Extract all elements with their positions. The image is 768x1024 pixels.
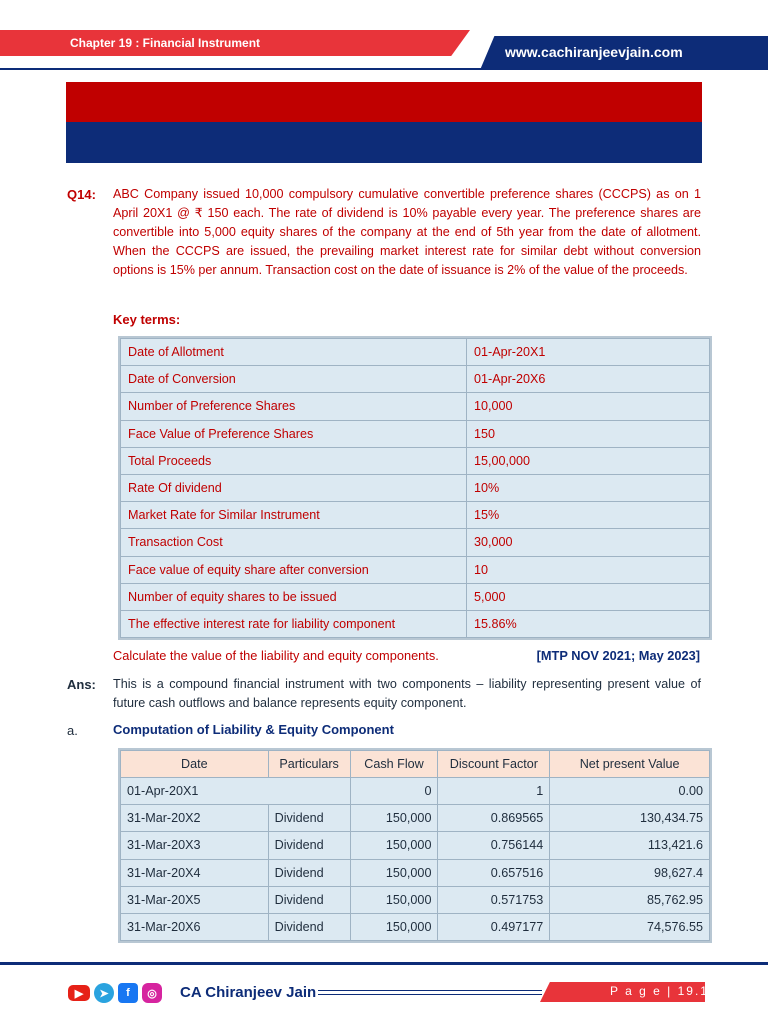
banner-red-bar <box>66 82 702 122</box>
cell-npv: 98,627.4 <box>550 859 710 886</box>
cell-npv: 113,421.6 <box>550 832 710 859</box>
key-terms-title: Key terms: <box>113 312 181 327</box>
cell-discount-factor: 0.657516 <box>438 859 550 886</box>
key-term-row <box>121 610 710 637</box>
key-term-value: 01-Apr-20X1 <box>467 339 710 366</box>
key-term-value: 15,00,000 <box>467 447 710 474</box>
website-url[interactable]: www.cachiranjeevjain.com <box>505 44 683 60</box>
banner-navy-bar <box>66 122 702 163</box>
answer-text: This is a compound financial instrument with two components – liability representing present value of future cash outflows and balance represents equity component. <box>113 677 701 710</box>
instagram-icon[interactable]: ◎ <box>142 983 162 1003</box>
footer-line <box>0 962 768 965</box>
cell-date: 31-Mar-20X5 <box>121 886 269 913</box>
cell-cash-flow: 150,000 <box>350 913 438 940</box>
calculate-instruction: Calculate the value of the liability and equity components. <box>113 648 439 663</box>
computation-row <box>121 778 710 805</box>
cell-particulars: Dividend <box>268 913 350 940</box>
youtube-icon[interactable]: ▶ <box>68 985 90 1001</box>
key-term-value: 15% <box>467 502 710 529</box>
key-term-label: Market Rate for Similar Instrument <box>121 502 467 529</box>
header-discount-factor: Discount Factor <box>438 751 550 778</box>
key-term-row <box>121 583 710 610</box>
key-term-label: Total Proceeds <box>121 447 467 474</box>
key-term-value: 30,000 <box>467 529 710 556</box>
key-term-value: 10% <box>467 474 710 501</box>
cell-discount-factor: 0.756144 <box>438 832 550 859</box>
key-term-label: The effective interest rate for liability component <box>121 610 467 637</box>
computation-row <box>121 886 710 913</box>
exam-reference: [MTP NOV 2021; May 2023] <box>536 648 700 663</box>
key-term-row <box>121 366 710 393</box>
computation-row <box>121 913 710 940</box>
chapter-title: Chapter 19 : Financial Instrument <box>70 36 261 50</box>
key-term-row <box>121 447 710 474</box>
cell-date: 31-Mar-20X4 <box>121 859 269 886</box>
header-npv: Net present Value <box>550 751 710 778</box>
key-term-value: 15.86% <box>467 610 710 637</box>
key-term-label: Number of equity shares to be issued <box>121 583 467 610</box>
facebook-icon[interactable]: f <box>118 983 138 1003</box>
cell-discount-factor: 0.497177 <box>438 913 550 940</box>
social-icons <box>68 983 162 1003</box>
key-term-label: Face value of equity share after conversion <box>121 556 467 583</box>
key-term-label: Rate Of dividend <box>121 474 467 501</box>
footer-author-name: CA Chiranjeev Jain <box>180 984 317 1001</box>
cell-cash-flow: 0 <box>350 778 438 805</box>
answer-label: Ans: <box>67 677 96 692</box>
computation-table <box>120 750 710 941</box>
cell-date: 31-Mar-20X3 <box>121 832 269 859</box>
cell-date: 31-Mar-20X2 <box>121 805 269 832</box>
key-term-row <box>121 556 710 583</box>
key-term-row <box>121 420 710 447</box>
key-term-label: Transaction Cost <box>121 529 467 556</box>
computation-row <box>121 859 710 886</box>
cell-cash-flow: 150,000 <box>350 832 438 859</box>
cell-discount-factor: 0.869565 <box>438 805 550 832</box>
cell-npv: 85,762.95 <box>550 886 710 913</box>
key-term-label: Number of Preference Shares <box>121 393 467 420</box>
question-text: ABC Company issued 10,000 compulsory cumulative convertible preference shares (CCCPS) as on 1 April 20X1 @ ₹ 150 each. The rate of dividend is 10% payable every year. The preference shares are convertible into 5,000 equity shares of the company at the end of 5th year from the date of allotment. When the CCCPS are issued, the prevailing market interest rate for similar debt without conversion options is 15% per annum. Transaction cost on the date of issuance is 2% of the value of the proceeds. <box>113 187 701 277</box>
cell-cash-flow: 150,000 <box>350 859 438 886</box>
computation-row <box>121 832 710 859</box>
key-term-value: 5,000 <box>467 583 710 610</box>
cell-particulars: Dividend <box>268 859 350 886</box>
page-number: P a g e | 19.1 <box>610 984 709 998</box>
cell-npv: 74,576.55 <box>550 913 710 940</box>
cell-particulars: Dividend <box>268 805 350 832</box>
key-term-label: Date of Conversion <box>121 366 467 393</box>
cell-discount-factor: 1 <box>438 778 550 805</box>
key-term-row <box>121 502 710 529</box>
key-term-row <box>121 393 710 420</box>
cell-cash-flow: 150,000 <box>350 805 438 832</box>
cell-npv: 130,434.75 <box>550 805 710 832</box>
cell-particulars: Dividend <box>268 886 350 913</box>
key-term-label: Face Value of Preference Shares <box>121 420 467 447</box>
footer-rule <box>318 994 542 995</box>
cell-cash-flow: 150,000 <box>350 886 438 913</box>
key-term-value: 10 <box>467 556 710 583</box>
cell-date: 31-Mar-20X6 <box>121 913 269 940</box>
key-term-value: 01-Apr-20X6 <box>467 366 710 393</box>
key-term-row <box>121 339 710 366</box>
key-term-value: 150 <box>467 420 710 447</box>
question-label: Q14: <box>67 187 96 202</box>
computation-row <box>121 805 710 832</box>
footer-rule <box>318 990 542 991</box>
key-terms-table <box>120 338 710 638</box>
computation-header-row <box>121 751 710 778</box>
key-term-row <box>121 529 710 556</box>
header-cash-flow: Cash Flow <box>350 751 438 778</box>
cell-npv: 0.00 <box>550 778 710 805</box>
cell-date: 01-Apr-20X1 <box>121 778 351 805</box>
telegram-icon[interactable]: ➤ <box>94 983 114 1003</box>
header-date: Date <box>121 751 269 778</box>
key-term-value: 10,000 <box>467 393 710 420</box>
part-title: Computation of Liability & Equity Component <box>113 722 394 737</box>
key-term-row <box>121 474 710 501</box>
cell-discount-factor: 0.571753 <box>438 886 550 913</box>
key-term-label: Date of Allotment <box>121 339 467 366</box>
header-particulars: Particulars <box>268 751 350 778</box>
part-label: a. <box>67 723 78 738</box>
cell-particulars: Dividend <box>268 832 350 859</box>
